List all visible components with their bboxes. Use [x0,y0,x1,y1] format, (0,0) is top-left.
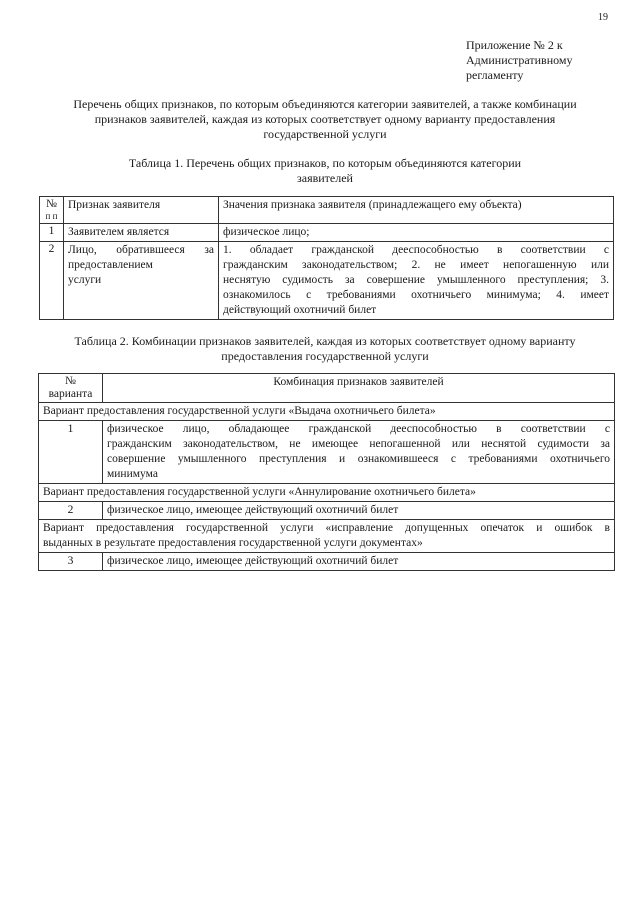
appendix-note [466,38,572,83]
page-number: 19 [598,12,608,23]
section-row [39,484,615,502]
variant-num-cell: 2 [39,502,103,520]
appendix-line: Приложение № 2 к [466,38,563,52]
section-title-line: Вариант предоставления государственной услуги «исправление допущенных опечаток и ошибок в [43,522,610,534]
header-num-line: п п [45,211,58,221]
row-num-cell: 2 [40,242,64,320]
row-num-cell: 1 [40,224,64,242]
table2-caption [40,334,610,364]
table-row [40,242,614,320]
title-line: Перечень общих признаков, по которым объединяются категории заявителей, а также комбинации [73,97,577,111]
value-line: гражданским законодательством; 2. не имеет непогашенную или [223,259,609,271]
table1 [39,196,614,320]
header-num-cell [40,197,64,224]
value-line: неснятую судимость за совершение умышленного преступления; 3. [223,274,609,286]
row-attribute-cell [64,242,219,320]
header-num-cell [39,374,103,403]
table2 [38,373,615,571]
combination-line: физическое лицо, обладающее гражданской дееспособностью в соответствии с [107,423,610,435]
section-title: Вариант предоставления государственной услуги «Выдача охотничьего билета» [39,403,615,421]
table-row [40,224,614,242]
attribute-line: Лицо, обратившееся за [68,244,214,256]
header-value-cell: Значения признака заявителя (принадлежащего ему объекта) [219,197,614,224]
combination-cell: физическое лицо, имеющее действующий охотничий билет [103,553,615,571]
table1-header-row [40,197,614,224]
row-value-cell: физическое лицо; [219,224,614,242]
caption-line: предоставления государственной услуги [221,349,429,363]
value-line: 1. обладает гражданской дееспособностью в соответствии с [223,244,609,256]
variant-num-cell: 3 [39,553,103,571]
combination-cell: физическое лицо, имеющее действующий охотничий билет [103,502,615,520]
header-num-line: варианта [48,388,93,400]
table-row [39,553,615,571]
caption-line: заявителей [297,171,353,185]
table-row [39,502,615,520]
section-title [39,520,615,553]
section-row [39,403,615,421]
header-combination-cell: Комбинация признаков заявителей [103,374,615,403]
caption-line: Таблица 1. Перечень общих признаков, по которым объединяются категории [128,156,522,170]
header-num-line: № [65,375,76,387]
attribute-line: предоставлением [68,259,153,271]
section-title-line: выданных в результате предоставления государственной услуги документах» [43,537,423,549]
combination-line: минимума [107,468,158,480]
row-value-cell [219,242,614,320]
combination-cell [103,421,615,484]
caption-line: Таблица 2. Комбинации признаков заявителей, каждая из которых соответствует одному варианту [74,334,576,348]
table2-header-row [39,374,615,403]
title-line: признаков заявителей, каждая из которых соответствует одному варианту предоставления [94,112,556,126]
table-row [39,421,615,484]
section-row [39,520,615,553]
combination-line: гражданским законодательством, не имеющее непогашенной или неснятой судимости за [107,438,610,450]
row-attribute-cell: Заявителем является [64,224,219,242]
value-line: действующий охотничий билет [223,304,377,316]
attribute-line: услуги [68,274,102,286]
title-line: государственной услуги [263,127,387,141]
value-line: ознакомилось с требованиями охотничьего минимума; 4. имеет [223,289,609,301]
combination-line: совершение умышленного преступления и ознакомившееся с требованиями охотничьего [107,453,610,465]
variant-num-cell: 1 [39,421,103,484]
section-title: Вариант предоставления государственной услуги «Аннулирование охотничьего билета» [39,484,615,502]
appendix-line: Административному [466,53,573,67]
document-title [40,97,610,142]
header-num-line: № [46,198,57,210]
table1-caption [40,156,610,186]
header-attribute-cell: Признак заявителя [64,197,219,224]
appendix-line: регламенту [466,68,524,82]
